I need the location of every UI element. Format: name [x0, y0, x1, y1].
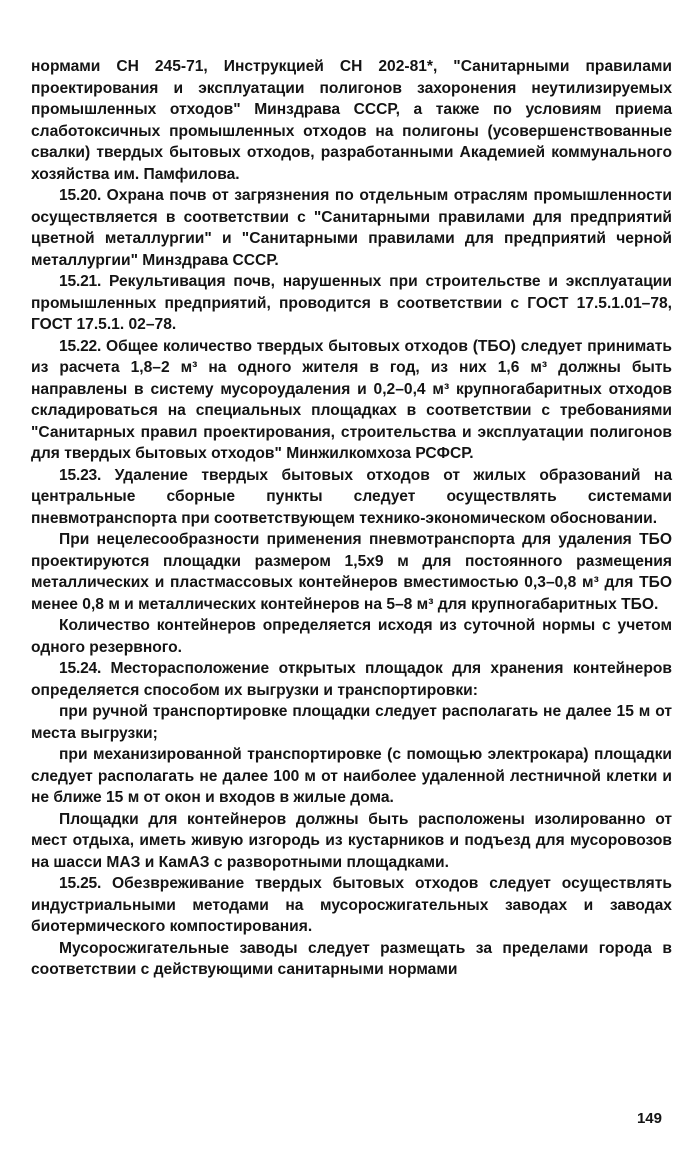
paragraph-text: при механизированной транспортировке (с помощью электрокара) площадки следует располагать не далее 100 м от наиболее удаленной лестничной клетки и не ближе 15 м от окон и входов в жилые дома. [31, 746, 672, 806]
paragraph-number: 15.22. [59, 337, 102, 355]
paragraph-text: при ручной транспортировке площадки следует располагать не далее 15 м от места выгрузки; [31, 703, 672, 742]
paragraph-text: Удаление твердых бытовых отходов от жилых образований на центральные сборные пункты следует осуществлять системами пневмотранспорта при соответствующем технико-экономическом обосновании. [31, 466, 672, 527]
page-number: 149 [636, 1110, 662, 1127]
paragraph-text: Рекультивация почв, нарушенных при строительстве и эксплуатации промышленных предприятий, проводится в соответствии с ГОСТ 17.5.1.01–78, ГОСТ 17.5.1. 02–78. [31, 273, 672, 333]
paragraph-number: 15.24. [59, 660, 102, 677]
paragraph-15-20 [31, 185, 672, 271]
paragraph-number: 15.23. [59, 466, 102, 484]
paragraph-15-21 [31, 271, 672, 336]
paragraph-pneumo-alternative [31, 529, 672, 615]
paragraph-number: 15.25. [59, 875, 102, 892]
paragraph-text: При нецелесообразности применения пневмотранспорта для удаления ТБО проектируются площадки размером 1,5х9 м для постоянного размещения металлических и пластмассовых контейнеров вместимостью 0,3–0,8 м³ для ТБО менее 0,8 м и металлических контейнеров на 5–8 м³ для крупногабаритных ТБО. [31, 531, 672, 613]
paragraph-text: Количество контейнеров определяется исходя из суточной нормы с учетом одного резервного. [31, 617, 672, 656]
paragraph-incineration-plants [31, 938, 672, 981]
paragraph-15-24 [31, 658, 672, 701]
paragraph-text: Охрана почв от загрязнения по отдельным отраслям промышленности осуществляется в соответствии с "Санитарными правилами для предприятий цветной металлургии" и "Санитарными правилами для предприятий черной металлургии" Минздрава СССР. [31, 187, 672, 269]
paragraph-number: 15.21. [59, 273, 102, 290]
paragraph-mechanized-transport [31, 744, 672, 809]
paragraph-text: нормами СН 245-71, Инструкцией СН 202-81*, "Санитарными правилами проектирования и эксплуатации полигонов захоронения неутилизируемых промышленных отходов" Минздрава СССР, а также по условиям приема слаботоксичных промышленных отходов на полигоны (усовершенствованные свалки) твердых бытовых отходов, разработанными Академией коммунального хозяйства им. Памфилова. [31, 58, 672, 183]
paragraph-number: 15.20. [59, 187, 102, 204]
paragraph-text: Обезвреживание твердых бытовых отходов следует осуществлять индустриальными методами на мусоросжигательных заводах и заводах биотермического компостирования. [31, 875, 672, 935]
paragraph-manual-transport [31, 701, 672, 744]
paragraph-text: Мусоросжигательные заводы следует размещать за пределами города в соответствии с действующими санитарными нормами [31, 939, 672, 978]
paragraph-text: Площадки для контейнеров должны быть расположены изолированно от мест отдыха, иметь живую изгородь из кустарников и подъезд для мусоровозов на шасси МАЗ и КамАЗ с разворотными площадками. [31, 810, 672, 871]
paragraph-text: Месторасположение открытых площадок для хранения контейнеров определяется способом их выгрузки и транспортировки: [31, 660, 672, 699]
paragraph-15-25 [31, 873, 672, 938]
paragraph-text: Общее количество твердых бытовых отходов (ТБО) следует принимать из расчета 1,8–2 м³ на одного жителя в год, из них 1,6 м³ должны быть направлены в систему мусороудаления и 0,2–0,4 м³ крупногабаритных отходов складироваться на специальных площадках в соответствии с требованиями "Санитарных правил проектирования, строительства и эксплуатации полигонов для твердых бытовых отходов" Минжилкомхоза РСФСР. [31, 337, 672, 462]
paragraph-15-23 [31, 465, 672, 530]
paragraph-continuation [31, 56, 672, 185]
paragraph-container-count [31, 615, 672, 658]
paragraph-container-sites [31, 809, 672, 874]
paragraph-15-22 [31, 336, 672, 465]
